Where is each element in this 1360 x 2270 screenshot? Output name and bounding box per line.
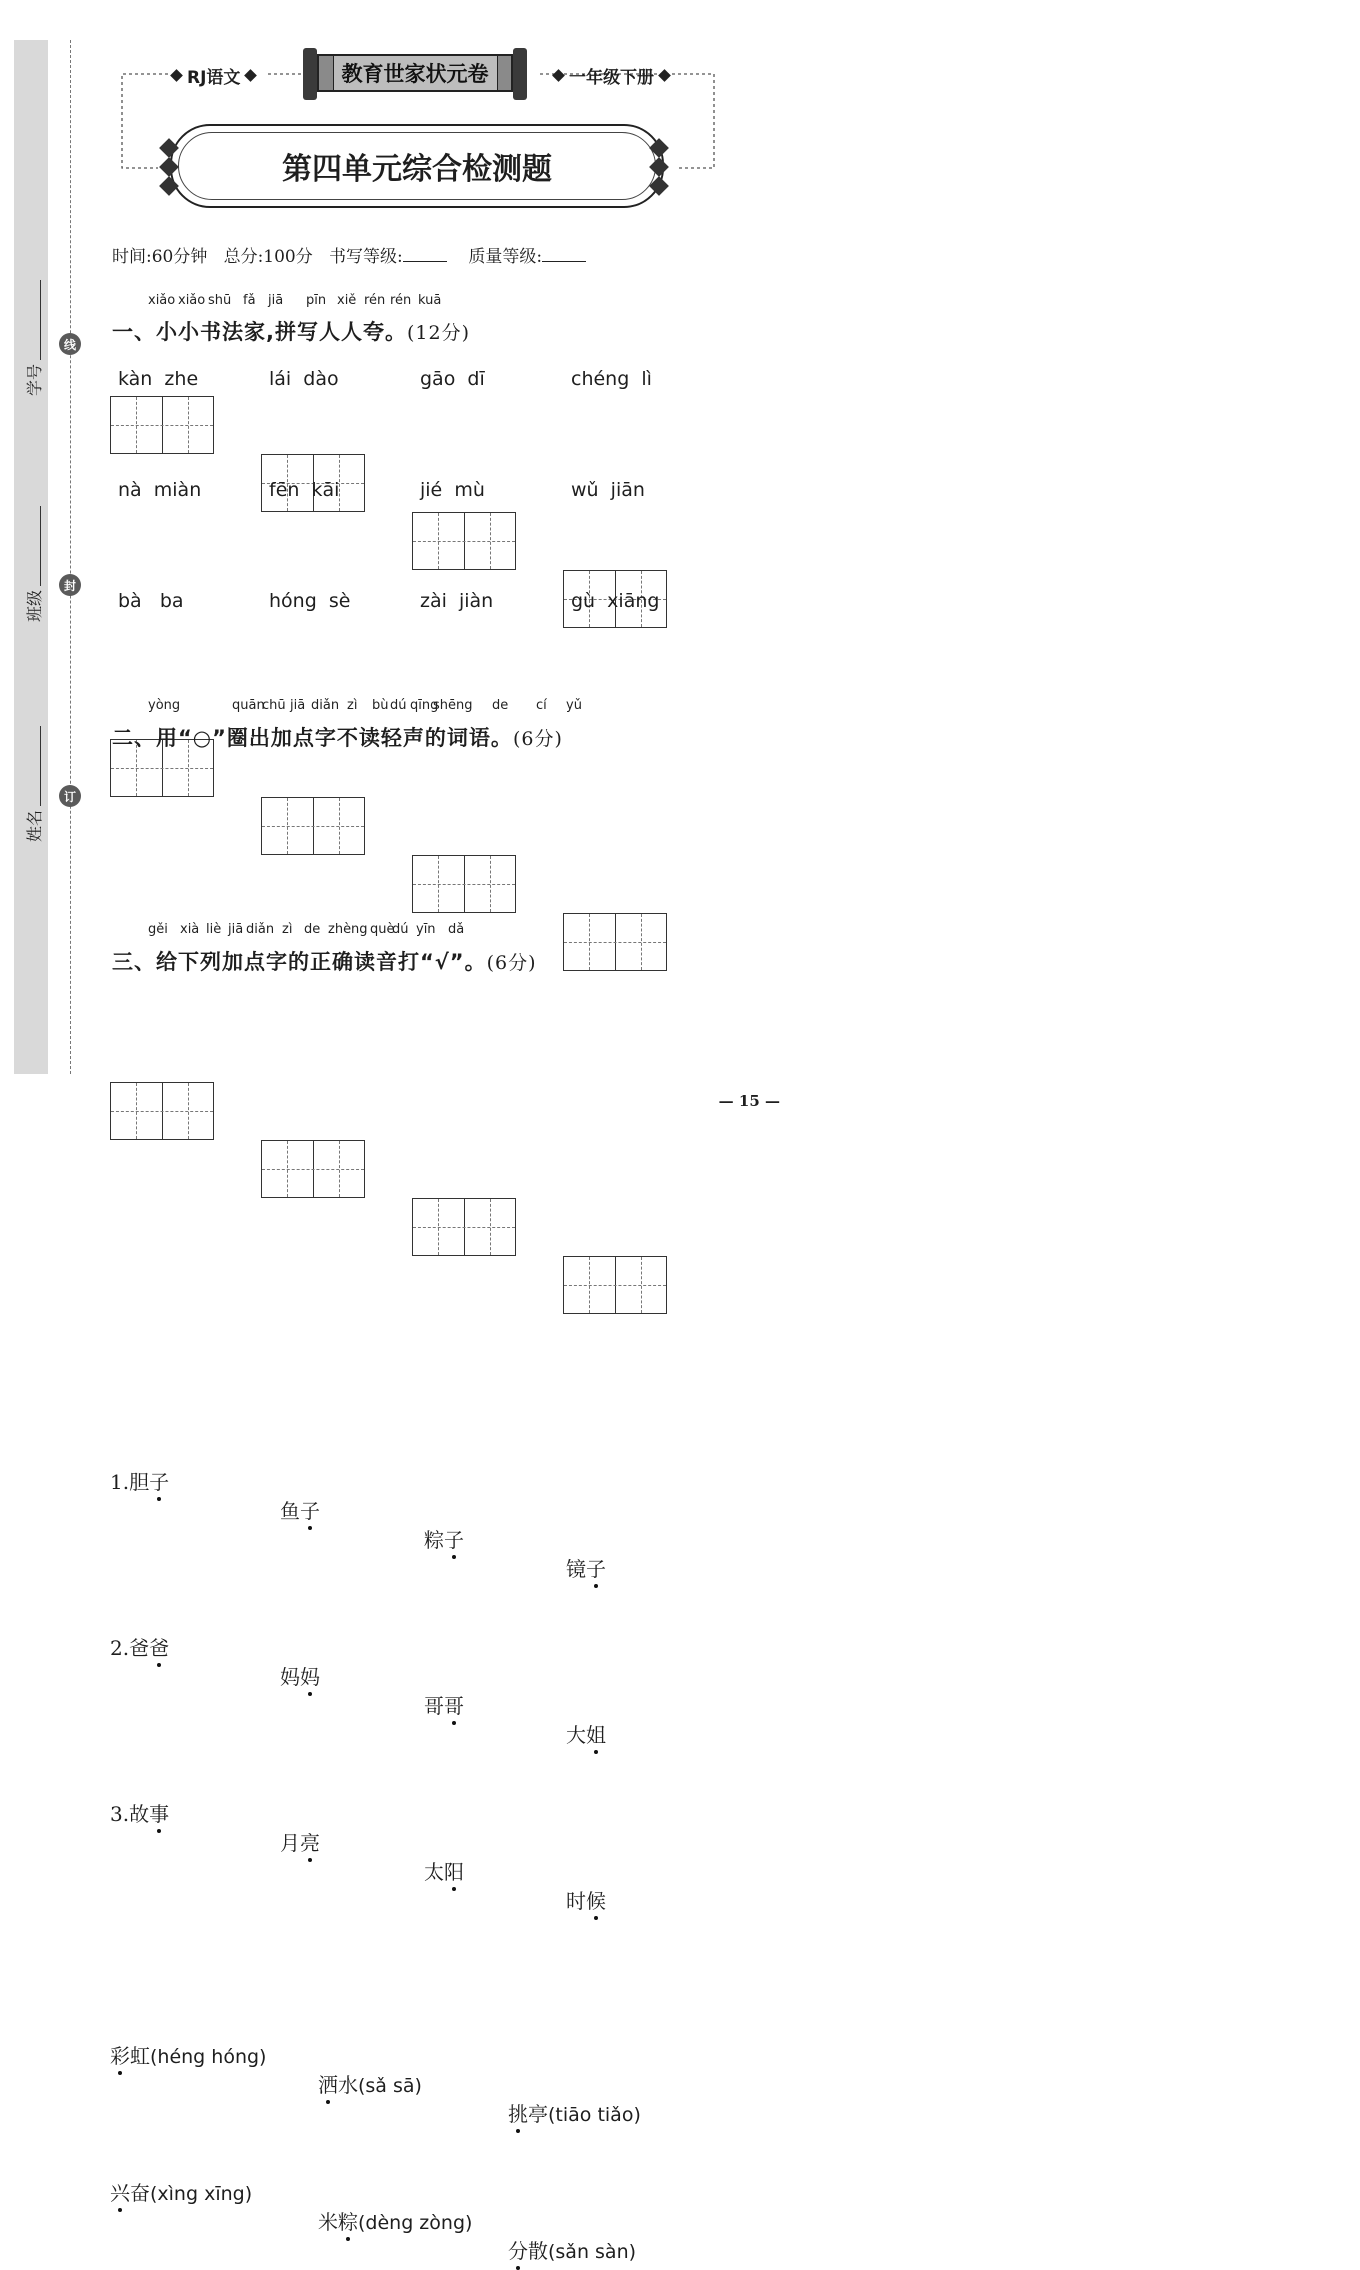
- pinyin-syllable: diǎn: [246, 922, 275, 937]
- diamond-icon: [552, 69, 565, 82]
- word-char: 鱼: [280, 1499, 300, 1523]
- word-char: 奋: [130, 2181, 150, 2205]
- diamond-icon: [170, 69, 183, 82]
- banner-diamonds-right: [650, 139, 668, 195]
- grid-guide-line: [564, 942, 666, 943]
- banner-diamonds-left: [160, 139, 178, 195]
- dotted-char: 粽: [338, 2206, 358, 2235]
- word-pinyin: nà miàn: [118, 479, 202, 501]
- pinyin-syllable: rén: [390, 293, 412, 308]
- word-char: 粽: [424, 1528, 444, 1552]
- section1-heading: 一、小小书法家,拼写人人夸。(12分): [112, 320, 470, 344]
- grid-guide-line: [641, 1257, 642, 1313]
- grid-guide-line: [564, 1285, 666, 1286]
- word-char: 太: [424, 1860, 444, 1884]
- word-pinyin: gù xiāng: [571, 590, 660, 612]
- pinyin-syllable: zì: [347, 698, 358, 713]
- grid-guide-line: [413, 1227, 515, 1228]
- word-char: 哥: [424, 1694, 444, 1718]
- subject-label: RJ语文: [172, 63, 255, 88]
- word-pinyin: chéng lì: [571, 368, 652, 390]
- class-field[interactable]: [22, 506, 45, 622]
- section3-heading: 三、给下列加点字的正确读音打“√”。(6分): [112, 950, 537, 974]
- item-number: 3.: [110, 1802, 130, 1826]
- word-pinyin: wǔ jiān: [571, 479, 645, 501]
- word-pinyin: lái dào: [269, 368, 339, 390]
- diamond-icon: [658, 69, 671, 82]
- section2-heading: 二、用“○”圈出加点字不读轻声的词语。(6分): [112, 726, 563, 750]
- total-score-info: 总分:100分: [223, 247, 313, 267]
- circle-word-option[interactable]: [110, 1798, 904, 1827]
- dotted-char: 事: [149, 1798, 169, 1827]
- pinyin-syllable: rén: [364, 293, 386, 308]
- dotted-char: 爸: [149, 1632, 169, 1661]
- series-scroll: [303, 48, 527, 100]
- name-field[interactable]: [22, 726, 45, 842]
- grid-guide-line: [589, 1257, 590, 1313]
- exam-info: [112, 242, 586, 267]
- word-pinyin: kàn zhe: [118, 368, 199, 390]
- circle-word-option[interactable]: [566, 1719, 1360, 1748]
- pinyin-options[interactable]: (dèng zòng): [358, 2212, 473, 2234]
- pinyin-syllable: jiā: [268, 293, 284, 308]
- grid-guide-line: [287, 798, 288, 854]
- grid-guide-line: [136, 397, 137, 453]
- pinyin-syllable: dǎ: [448, 922, 465, 937]
- grid-guide-line: [287, 1141, 288, 1197]
- pinyin-syllable: xiě: [337, 293, 357, 308]
- dotted-char: 分: [508, 2235, 528, 2264]
- grid-guide-line: [111, 1111, 213, 1112]
- circle-word-option[interactable]: [424, 1856, 1218, 1885]
- quality-grade-blank[interactable]: [542, 247, 586, 262]
- writing-grid[interactable]: [563, 1256, 667, 1314]
- pinyin-syllable: qīng: [410, 698, 439, 713]
- word-char: 胆: [129, 1470, 150, 1494]
- pronunciation-item[interactable]: [110, 2177, 904, 2206]
- dotted-char: 亮: [300, 1827, 320, 1856]
- writing-grid[interactable]: [563, 913, 667, 971]
- dotted-char: 洒: [318, 2069, 338, 2098]
- pinyin-syllable: shū: [208, 293, 232, 308]
- pinyin-syllable: shēng: [433, 698, 473, 713]
- student-id-label: 学号: [25, 363, 44, 396]
- word-char: 爸: [129, 1636, 150, 1660]
- grid-guide-line: [339, 798, 340, 854]
- pinyin-options[interactable]: (xìng xīng): [150, 2183, 253, 2205]
- pinyin-syllable: zhèng: [328, 922, 368, 937]
- word-pinyin: hóng sè: [269, 590, 351, 612]
- circle-word-option[interactable]: [110, 1632, 904, 1661]
- pinyin-syllable: gěi: [148, 922, 168, 937]
- word-char: 故: [129, 1802, 150, 1826]
- name-label: 姓名: [25, 809, 44, 842]
- dotted-char: 挑: [508, 2098, 528, 2127]
- grid-guide-line: [188, 1083, 189, 1139]
- grid-guide-line: [413, 884, 515, 885]
- grid-guide-line: [490, 513, 491, 569]
- word-char: 散: [528, 2239, 548, 2263]
- writing-grid[interactable]: [110, 396, 214, 454]
- pinyin-syllable: quān: [232, 698, 265, 713]
- binding-mark-line: 线: [59, 333, 81, 355]
- pinyin-options[interactable]: (sǎ sā): [358, 2075, 422, 2097]
- pinyin-syllable: jiā: [290, 698, 306, 713]
- grid-guide-line: [641, 914, 642, 970]
- pinyin-syllable: fǎ: [243, 293, 256, 308]
- circle-word-option[interactable]: [110, 1466, 904, 1495]
- circle-word-option[interactable]: [280, 1661, 1074, 1690]
- writing-grade-label: 书写等级:: [328, 247, 403, 267]
- grid-guide-line: [490, 856, 491, 912]
- dotted-char: 子: [300, 1495, 320, 1524]
- pronunciation-item[interactable]: [318, 2206, 1112, 2235]
- item-number: 2.: [110, 1636, 130, 1660]
- pinyin-syllable: yīn: [416, 922, 436, 937]
- pinyin-syllable: yǔ: [566, 698, 582, 713]
- pinyin-syllable: què: [370, 922, 395, 937]
- pinyin-syllable: dú: [392, 922, 409, 937]
- binding-mark-seal: 封: [59, 574, 81, 596]
- quality-grade-label: 质量等级:: [468, 247, 543, 267]
- time-info: 时间:60分钟: [112, 247, 208, 267]
- word-char: 虹: [130, 2044, 150, 2068]
- word-pinyin: zài jiàn: [420, 590, 494, 612]
- pronunciation-item[interactable]: [110, 2040, 904, 2069]
- dotted-char: 兴: [110, 2177, 130, 2206]
- pinyin-syllable: cí: [536, 698, 547, 713]
- pinyin-syllable: xiǎo: [148, 293, 176, 308]
- pinyin-syllable: chū: [262, 698, 286, 713]
- dotted-char: 彩: [110, 2040, 130, 2069]
- writing-grade-blank[interactable]: [403, 247, 447, 262]
- writing-grid[interactable]: [412, 1198, 516, 1256]
- class-blank[interactable]: [26, 506, 41, 586]
- writing-grid[interactable]: [110, 1082, 214, 1140]
- grid-guide-line: [438, 1199, 439, 1255]
- item-number: 1.: [110, 1470, 130, 1494]
- pinyin-options[interactable]: (héng hóng): [150, 2046, 267, 2068]
- pinyin-syllable: liè: [206, 922, 222, 937]
- page-number: — 15 —: [718, 1092, 780, 1110]
- writing-grid[interactable]: [412, 855, 516, 913]
- word-pinyin: gāo dī: [420, 368, 485, 390]
- dotted-char: 子: [586, 1553, 606, 1582]
- grid-guide-line: [136, 1083, 137, 1139]
- pinyin-syllable: bù: [372, 698, 389, 713]
- grid-guide-line: [339, 1141, 340, 1197]
- writing-grid[interactable]: [412, 512, 516, 570]
- word-char: 镜: [566, 1557, 586, 1581]
- word-pinyin: fēn kāi: [269, 479, 340, 501]
- grid-guide-line: [188, 397, 189, 453]
- pinyin-syllable: dú: [390, 698, 407, 713]
- dotted-char: 哥: [444, 1690, 464, 1719]
- scroll-roll-right: [513, 48, 527, 100]
- grid-guide-line: [589, 914, 590, 970]
- pronunciation-item[interactable]: [508, 2235, 1302, 2264]
- grid-guide-line: [413, 541, 515, 542]
- dotted-char: 妈: [300, 1661, 320, 1690]
- diamond-icon: [245, 69, 258, 82]
- circle-word-option[interactable]: [424, 1524, 1218, 1553]
- pinyin-syllable: xiǎo: [178, 293, 206, 308]
- circle-word-option[interactable]: [424, 1690, 1218, 1719]
- writing-grid[interactable]: [261, 1140, 365, 1198]
- word-char: 大: [566, 1723, 586, 1747]
- class-label: 班级: [25, 589, 44, 622]
- circle-word-option[interactable]: [280, 1827, 1074, 1856]
- grid-guide-line: [438, 856, 439, 912]
- pinyin-syllable: zì: [282, 922, 293, 937]
- writing-grid[interactable]: [261, 797, 365, 855]
- word-pinyin: jié mù: [420, 479, 485, 501]
- pinyin-syllable: kuā: [418, 293, 442, 308]
- scroll-roll-left: [303, 48, 317, 100]
- word-char: 米: [318, 2210, 338, 2234]
- binding-mark-bind: 订: [59, 785, 81, 807]
- grid-guide-line: [111, 768, 213, 769]
- series-title: 教育世家状元卷: [333, 55, 498, 91]
- pinyin-syllable: jiā: [228, 922, 244, 937]
- student-id-field[interactable]: [22, 280, 45, 396]
- dotted-char: 阳: [444, 1856, 464, 1885]
- grid-guide-line: [438, 513, 439, 569]
- title-banner: [170, 124, 664, 208]
- name-blank[interactable]: [26, 726, 41, 806]
- word-char: 亭: [528, 2102, 548, 2126]
- grid-guide-line: [111, 425, 213, 426]
- pronunciation-item[interactable]: [508, 2098, 1302, 2127]
- pronunciation-item[interactable]: [318, 2069, 1112, 2098]
- word-char: 月: [280, 1831, 300, 1855]
- pinyin-syllable: xià: [180, 922, 200, 937]
- dotted-char: 子: [149, 1466, 169, 1495]
- grid-guide-line: [262, 1169, 364, 1170]
- word-char: 妈: [280, 1665, 300, 1689]
- pinyin-syllable: de: [492, 698, 509, 713]
- grade-label: 一年级下册: [554, 63, 669, 88]
- grid-guide-line: [262, 826, 364, 827]
- page-title: 第四单元综合检测题: [282, 152, 552, 187]
- pinyin-options[interactable]: (sǎn sàn): [548, 2241, 637, 2263]
- word-pinyin: bà ba: [118, 590, 184, 612]
- grid-guide-line: [490, 1199, 491, 1255]
- pinyin-syllable: diǎn: [311, 698, 340, 713]
- circle-word-option[interactable]: [566, 1553, 1360, 1582]
- circle-word-option[interactable]: [566, 1885, 1360, 1914]
- pinyin-syllable: pīn: [306, 293, 327, 308]
- student-id-blank[interactable]: [26, 280, 41, 360]
- pinyin-options[interactable]: (tiāo tiǎo): [548, 2104, 641, 2126]
- dotted-char: 姐: [586, 1719, 606, 1748]
- pinyin-syllable: de: [304, 922, 321, 937]
- dotted-char: 候: [586, 1885, 606, 1914]
- pinyin-syllable: yòng: [148, 698, 181, 713]
- dotted-char: 子: [444, 1524, 464, 1553]
- word-char: 水: [338, 2073, 358, 2097]
- word-char: 时: [566, 1889, 586, 1913]
- circle-word-option[interactable]: [280, 1495, 1074, 1524]
